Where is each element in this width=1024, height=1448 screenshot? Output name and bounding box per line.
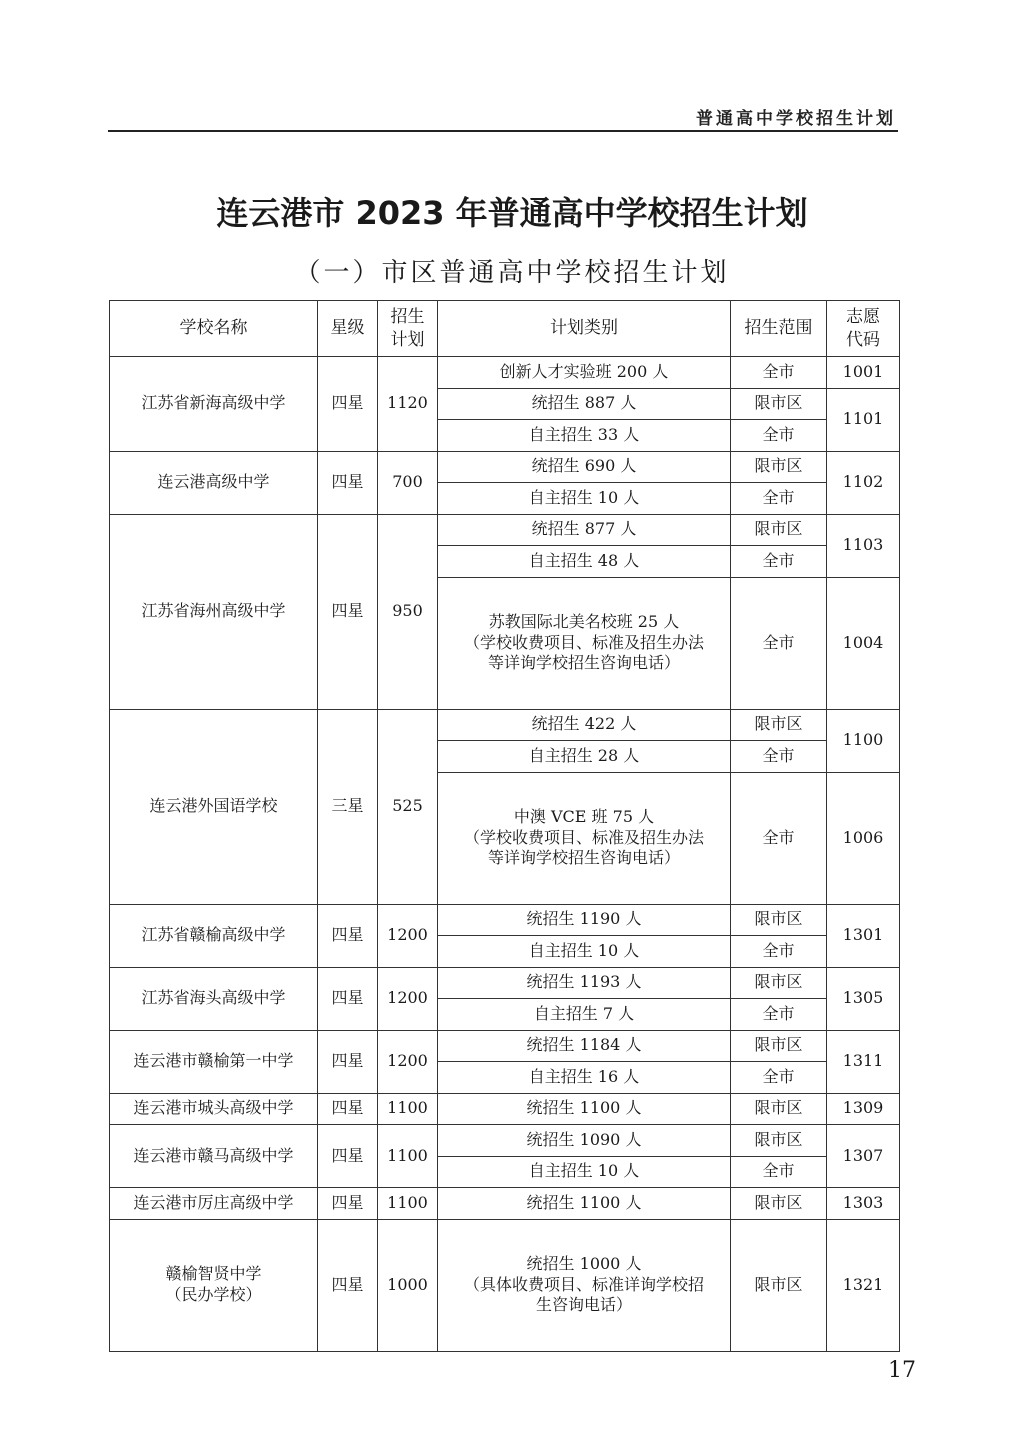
scope-cell: 全市 [731, 936, 827, 968]
scope-cell: 限市区 [731, 1093, 827, 1125]
page-number: 17 [888, 1358, 916, 1383]
table-row [110, 357, 900, 389]
scope-cell: 限市区 [731, 709, 827, 741]
plan-category-line: 自主招生 28 人 [528, 745, 640, 765]
school-name-line: 江苏省赣榆高级中学 [141, 925, 286, 945]
plan-category-line: 统招生 1190 人 [526, 909, 642, 929]
code-cell: 1103 [827, 514, 900, 577]
plan-category-line: 创新人才实验班 200 人 [499, 361, 669, 381]
header-code [827, 301, 900, 357]
scope-cell: 全市 [731, 357, 827, 389]
header-plan-category: 计划类别 [438, 301, 731, 357]
plan-category-cell [438, 357, 731, 389]
table-row [110, 904, 900, 936]
star-level-cell: 四星 [318, 357, 378, 452]
school-name-cell [110, 967, 318, 1030]
plan-category-line: 中澳 VCE 班 75 人 [513, 806, 655, 826]
plan-category-cell [438, 1030, 731, 1062]
plan-category-line: 统招生 877 人 [531, 519, 637, 539]
school-name-line: 连云港市城头高级中学 [133, 1098, 294, 1118]
running-head: 普通高中学校招生计划 [696, 109, 896, 129]
scope-cell: 全市 [731, 741, 827, 773]
plan-category-line: （学校收费项目、标准及招生办法 [463, 632, 704, 652]
code-cell: 1101 [827, 388, 900, 451]
header-code-line: 代码 [846, 329, 880, 350]
table-body [110, 357, 900, 1352]
school-name-line: 连云港市厉庄高级中学 [133, 1192, 294, 1212]
code-cell: 1006 [827, 772, 900, 904]
school-name-cell [110, 1125, 318, 1188]
scope-cell: 全市 [731, 420, 827, 452]
table-row [110, 1219, 900, 1351]
plan-category-cell [438, 388, 731, 420]
school-name-cell [110, 709, 318, 904]
table-row [110, 967, 900, 999]
school-name-cell [110, 451, 318, 514]
quota-cell: 525 [378, 709, 438, 904]
header-quota [378, 301, 438, 357]
header-star-level: 星级 [318, 301, 378, 357]
scope-cell: 限市区 [731, 1030, 827, 1062]
star-level-cell: 四星 [318, 514, 378, 709]
school-name-line: 江苏省海州高级中学 [141, 601, 286, 621]
code-cell: 1301 [827, 904, 900, 967]
plan-category-cell [438, 483, 731, 515]
quota-cell: 950 [378, 514, 438, 709]
star-level-cell: 四星 [318, 1188, 378, 1220]
star-level-cell: 三星 [318, 709, 378, 904]
enrollment-plan-table [109, 300, 900, 1352]
code-cell: 1303 [827, 1188, 900, 1220]
header-code-line: 志愿 [846, 307, 880, 328]
plan-category-cell [438, 451, 731, 483]
quota-cell: 1200 [378, 1030, 438, 1093]
plan-category-line: 统招生 690 人 [531, 456, 637, 476]
table-row [110, 1030, 900, 1062]
code-cell: 1001 [827, 357, 900, 389]
scope-cell: 限市区 [731, 1125, 827, 1157]
code-cell: 1100 [827, 709, 900, 772]
plan-category-line: 自主招生 16 人 [528, 1066, 640, 1086]
plan-category-cell [438, 1188, 731, 1220]
plan-category-cell [438, 1125, 731, 1157]
plan-category-line: 统招生 422 人 [531, 714, 637, 734]
school-name-line: （民办学校） [165, 1285, 262, 1304]
plan-category-line: 自主招生 10 人 [528, 940, 640, 960]
plan-category-line: 统招生 1184 人 [526, 1035, 642, 1055]
plan-category-line: 统招生 1000 人 [526, 1253, 642, 1273]
star-level-cell: 四星 [318, 451, 378, 514]
scope-cell: 全市 [731, 483, 827, 515]
school-name-line: 赣榆智贤中学 [165, 1264, 262, 1284]
scope-cell: 全市 [731, 1156, 827, 1188]
quota-cell: 700 [378, 451, 438, 514]
school-name-cell [110, 514, 318, 709]
table-row [110, 1125, 900, 1157]
plan-category-line: 统招生 1193 人 [526, 972, 642, 992]
table-row [110, 1188, 900, 1220]
plan-category-line: 自主招生 10 人 [528, 487, 640, 507]
plan-category-line: 等详询学校招生咨询电话） [487, 653, 680, 673]
star-level-cell: 四星 [318, 1030, 378, 1093]
school-name-cell [110, 357, 318, 452]
scope-cell: 限市区 [731, 388, 827, 420]
quota-cell: 1200 [378, 904, 438, 967]
school-name-line: 连云港市赣马高级中学 [133, 1145, 294, 1165]
code-cell: 1102 [827, 451, 900, 514]
plan-category-cell [438, 546, 731, 578]
code-cell: 1004 [827, 577, 900, 709]
quota-cell: 1100 [378, 1188, 438, 1220]
code-cell: 1305 [827, 967, 900, 1030]
table-row [110, 1093, 900, 1125]
school-name-cell [110, 1188, 318, 1220]
plan-category-cell [438, 999, 731, 1031]
table-header [110, 301, 900, 357]
table-row [110, 709, 900, 741]
quota-cell: 1120 [378, 357, 438, 452]
plan-category-cell [438, 741, 731, 773]
scope-cell: 限市区 [731, 967, 827, 999]
school-name-cell [110, 1093, 318, 1125]
plan-category-cell [438, 577, 731, 709]
quota-cell: 1100 [378, 1093, 438, 1125]
plan-category-line: 统招生 1100 人 [526, 1192, 642, 1212]
header-scope: 招生范围 [731, 301, 827, 357]
plan-category-cell [438, 514, 731, 546]
plan-category-cell [438, 936, 731, 968]
school-name-cell [110, 1219, 318, 1351]
plan-category-line: 自主招生 10 人 [528, 1161, 640, 1181]
quota-cell: 1000 [378, 1219, 438, 1351]
plan-category-cell [438, 904, 731, 936]
code-cell: 1307 [827, 1125, 900, 1188]
school-name-line: 连云港外国语学校 [149, 796, 278, 816]
header-row [110, 301, 900, 357]
table-row [110, 514, 900, 546]
plan-category-line: 等详询学校招生咨询电话） [487, 848, 680, 868]
quota-cell: 1100 [378, 1125, 438, 1188]
plan-category-line: 统招生 1100 人 [526, 1098, 642, 1118]
school-name-line: 江苏省新海高级中学 [141, 393, 286, 413]
star-level-cell: 四星 [318, 1093, 378, 1125]
code-cell: 1309 [827, 1093, 900, 1125]
scope-cell: 限市区 [731, 451, 827, 483]
code-cell: 1321 [827, 1219, 900, 1351]
plan-category-line: 生咨询电话） [535, 1295, 632, 1315]
page-title: 连云港市 2023 年普通高中学校招生计划 [216, 194, 808, 232]
table-row [110, 451, 900, 483]
plan-category-line: 苏教国际北美名校班 25 人 [488, 611, 680, 631]
scope-cell: 限市区 [731, 514, 827, 546]
plan-category-line: 自主招生 7 人 [533, 1003, 635, 1023]
scope-cell: 限市区 [731, 1188, 827, 1220]
plan-category-line: 统招生 887 人 [531, 393, 637, 413]
scope-cell: 全市 [731, 577, 827, 709]
scope-cell: 全市 [731, 1062, 827, 1094]
header-school-name: 学校名称 [110, 301, 318, 357]
star-level-cell: 四星 [318, 1125, 378, 1188]
plan-category-line: （学校收费项目、标准及招生办法 [463, 827, 704, 847]
quota-cell: 1200 [378, 967, 438, 1030]
plan-category-cell [438, 1093, 731, 1125]
plan-category-cell [438, 772, 731, 904]
scope-cell: 全市 [731, 546, 827, 578]
school-name-cell [110, 904, 318, 967]
school-name-line: 江苏省海头高级中学 [141, 988, 286, 1008]
plan-category-cell [438, 1219, 731, 1351]
header-quota-line: 计划 [390, 329, 425, 350]
plan-category-line: 自主招生 48 人 [528, 550, 640, 570]
school-name-line: 连云港市赣榆第一中学 [133, 1051, 294, 1071]
plan-category-cell [438, 1062, 731, 1094]
star-level-cell: 四星 [318, 967, 378, 1030]
scope-cell: 限市区 [731, 904, 827, 936]
plan-category-cell [438, 1156, 731, 1188]
plan-category-line: 自主招生 33 人 [528, 424, 640, 444]
plan-category-cell [438, 709, 731, 741]
plan-category-line: （具体收费项目、标准详询学校招 [463, 1274, 704, 1294]
plan-category-line: 统招生 1090 人 [526, 1129, 642, 1149]
section-subtitle: （一）市区普通高中学校招生计划 [294, 258, 730, 288]
star-level-cell: 四星 [318, 904, 378, 967]
plan-category-cell [438, 967, 731, 999]
school-name-cell [110, 1030, 318, 1093]
school-name-line: 连云港高级中学 [157, 472, 270, 492]
scope-cell: 全市 [731, 772, 827, 904]
plan-category-cell [438, 420, 731, 452]
header-rule [108, 130, 898, 132]
scope-cell: 全市 [731, 999, 827, 1031]
code-cell: 1311 [827, 1030, 900, 1093]
star-level-cell: 四星 [318, 1219, 378, 1351]
scope-cell: 限市区 [731, 1219, 827, 1351]
header-quota-line: 招生 [390, 307, 425, 328]
